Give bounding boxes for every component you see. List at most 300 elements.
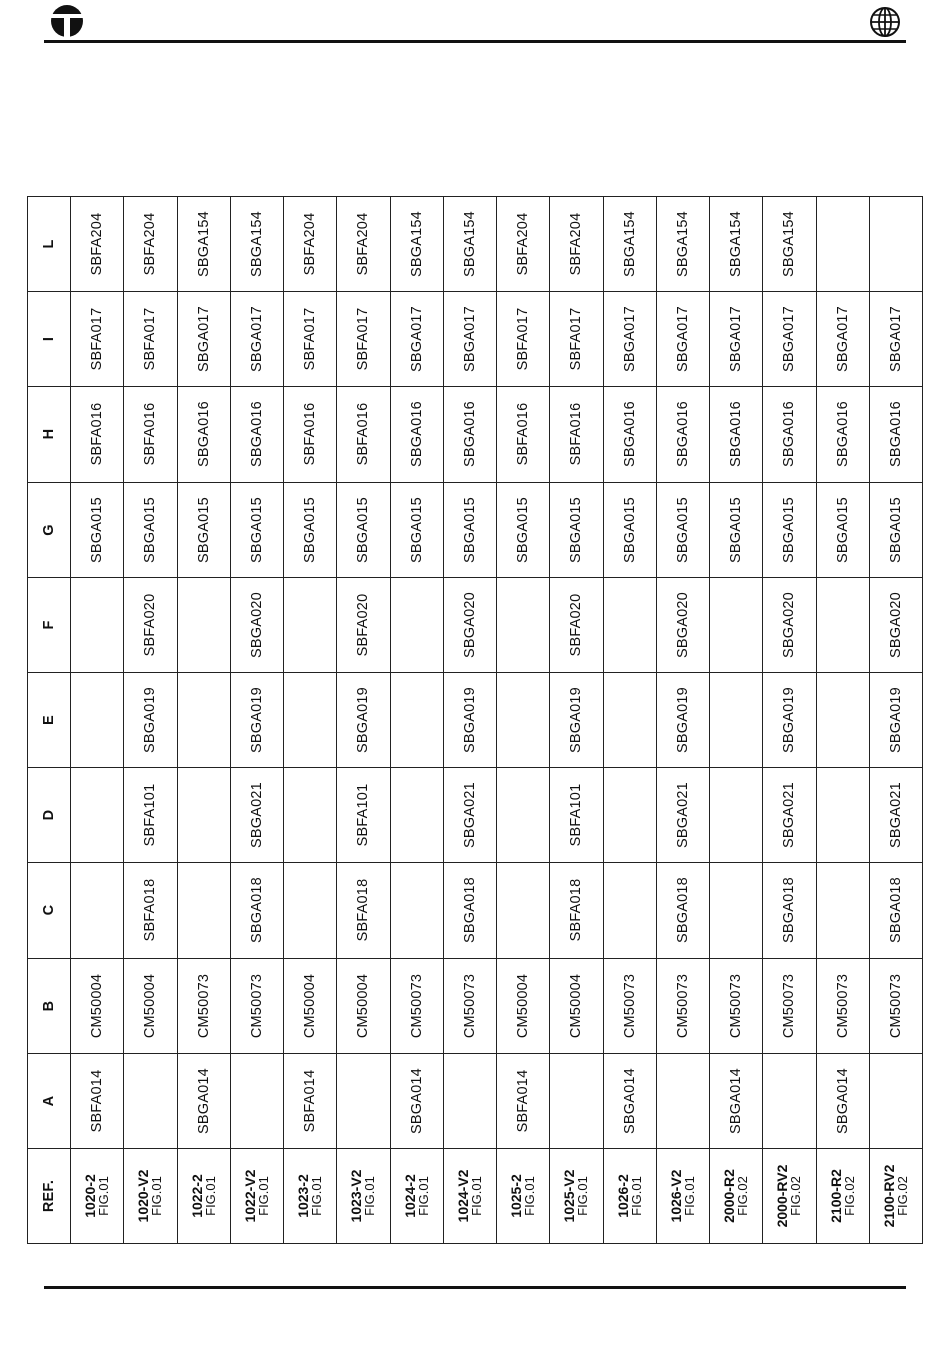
ref-figure: FIG.01 [202,1176,218,1216]
part-code-cell [177,482,230,577]
part-code: SBGA015 [248,496,265,563]
part-code-cell [443,577,496,672]
part-code: SBGA015 [142,496,159,563]
part-code-cell [763,197,816,292]
part-code-cell [656,577,709,672]
part-code: SBGA014 [195,1067,212,1134]
part-code: CM50073 [674,973,691,1038]
part-code-cell [177,672,230,767]
ref-cell [230,1149,283,1244]
field-row-l [28,197,923,292]
part-code: SBGA016 [728,401,745,468]
part-code-cell [390,863,443,958]
part-code: SBGA020 [674,591,691,658]
ref-label [403,1174,431,1218]
part-code-cell [230,577,283,672]
ref-cell [550,1149,603,1244]
ref-label [456,1170,484,1223]
part-code-cell [869,1053,922,1148]
part-code-cell [656,672,709,767]
field-row-f [28,577,923,672]
part-code-cell [816,863,869,958]
part-code-cell [603,577,656,672]
part-code: SBGA018 [781,877,798,944]
ref-label [669,1170,697,1223]
part-code: SBGA019 [887,687,904,753]
ref-cell [71,1149,124,1244]
ref-cell [710,1149,763,1244]
part-code-cell [177,577,230,672]
part-code-cell [710,768,763,863]
footer-rule [44,1286,906,1289]
part-code: SBGA020 [781,591,798,658]
part-code-cell [816,1053,869,1148]
column-header-label: I [41,337,57,342]
part-code-cell [763,1053,816,1148]
part-code-cell [550,482,603,577]
part-code-cell [710,387,763,482]
part-code: CM50073 [408,973,425,1038]
column-header-label: G [41,523,57,536]
part-code: CM50004 [89,973,106,1038]
part-code: SBGA016 [248,401,265,468]
part-code-cell [284,1053,337,1148]
part-code: SBGA014 [834,1067,851,1134]
part-code-cell [497,1053,550,1148]
part-code-cell [869,958,922,1053]
part-code-cell [603,387,656,482]
part-code: SBGA014 [408,1067,425,1134]
ref-code: 1024-2 [401,1174,418,1218]
ref-figure: FIG.01 [362,1176,378,1216]
part-code: SBFA020 [355,593,372,657]
ref-cell [177,1149,230,1244]
part-code: SBGA014 [621,1067,638,1134]
part-code-cell [230,863,283,958]
part-code: SBGA018 [674,877,691,944]
part-code: SBGA016 [781,401,798,468]
ref-code: 2000-R2 [721,1169,738,1223]
part-code: SBGA015 [728,496,745,563]
part-code-cell [390,482,443,577]
part-code-cell [337,197,390,292]
ref-cell [124,1149,177,1244]
ref-cell [763,1149,816,1244]
ref-cell [816,1149,869,1244]
part-code-cell [497,292,550,387]
part-code-cell [337,1053,390,1148]
field-row-g [28,482,923,577]
part-code: SBGA017 [834,306,851,373]
part-code: SBGA017 [248,306,265,373]
field-row-e [28,672,923,767]
column-header [28,1053,71,1148]
part-code: SBFA016 [515,403,532,466]
part-code: SBGA016 [408,401,425,468]
part-code-cell [71,577,124,672]
part-code-cell [816,768,869,863]
part-code: SBFA017 [515,307,532,371]
part-code-cell [603,197,656,292]
part-code-cell [124,482,177,577]
part-code: SBFA204 [355,212,372,276]
part-code: SBFA018 [142,879,159,942]
part-code: CM50004 [142,973,159,1038]
part-code-cell [177,197,230,292]
part-code: SBGA019 [781,687,798,753]
ref-figure: FIG.02 [788,1176,804,1216]
part-code: SBGA015 [195,496,212,563]
ref-label [296,1174,324,1218]
part-code-cell [710,197,763,292]
ref-code: 2000-RV2 [774,1164,791,1228]
part-code: SBGA017 [674,306,691,373]
part-code: SBFA204 [89,212,106,276]
part-code-cell [390,768,443,863]
part-code: SBFA018 [568,879,585,942]
part-code-cell [763,387,816,482]
column-header-label: B [41,1000,57,1011]
part-code-cell [230,292,283,387]
column-header [28,387,71,482]
ref-cell [497,1149,550,1244]
part-code-cell [816,958,869,1053]
part-code-cell [816,292,869,387]
ref-code: 2100-RV2 [880,1164,897,1228]
part-code-cell [71,672,124,767]
part-code: CM50073 [834,973,851,1038]
part-code-cell [656,1053,709,1148]
part-code: SBFA014 [302,1069,319,1133]
part-code-cell [230,1053,283,1148]
part-code: SBFA017 [89,307,106,371]
part-code: SBFA101 [355,783,372,847]
part-code: SBGA015 [834,496,851,563]
field-row-i [28,292,923,387]
part-code-cell [124,768,177,863]
column-header-label: D [41,809,57,821]
part-code-cell [337,863,390,958]
ref-code: 1020-V2 [135,1169,152,1223]
ref-code: 1025-V2 [561,1169,578,1223]
column-header [28,482,71,577]
ref-figure: FIG.01 [468,1176,484,1216]
part-code: SBGA015 [515,496,532,563]
part-code-cell [550,197,603,292]
part-code-cell [177,387,230,482]
part-code: SBGA015 [781,496,798,563]
ref-figure: FIG.01 [149,1176,165,1216]
ref-figure: FIG.02 [735,1176,751,1216]
part-code-cell [71,1053,124,1148]
part-code-cell [497,482,550,577]
part-code: SBFA017 [355,307,372,371]
part-code: SBGA017 [728,306,745,373]
brand-logo-icon [49,4,85,38]
part-code-cell [443,863,496,958]
column-header [28,197,71,292]
header-rule [44,40,906,43]
column-header-label: A [41,1095,57,1107]
part-code-cell [497,768,550,863]
part-code: CM50073 [195,973,212,1038]
ref-cell [869,1149,922,1244]
part-code: SBGA019 [355,687,372,753]
part-code-cell [550,958,603,1053]
ref-label [136,1170,164,1223]
column-header [28,863,71,958]
globe-icon [868,5,902,39]
part-code-cell [763,768,816,863]
part-code: SBGA021 [781,782,798,849]
part-code: SBGA015 [621,496,638,563]
part-code-cell [337,387,390,482]
part-code-cell [71,387,124,482]
ref-cell [443,1149,496,1244]
ref-label [882,1165,910,1228]
column-header-label: H [41,429,57,440]
part-code-cell [656,197,709,292]
ref-figure: FIG.01 [681,1176,697,1216]
part-code: SBGA015 [355,496,372,563]
part-code: SBFA016 [89,403,106,466]
part-code: SBGA021 [887,782,904,849]
part-code-cell [390,672,443,767]
part-code: SBFA017 [302,307,319,371]
ref-code: 2100-R2 [827,1169,844,1223]
part-code-cell [71,863,124,958]
part-code-cell [603,672,656,767]
part-code-cell [656,958,709,1053]
part-code: SBFA016 [302,403,319,466]
part-code-cell [337,482,390,577]
part-code: SBGA018 [887,877,904,944]
part-code: CM50073 [781,973,798,1038]
ref-cell [603,1149,656,1244]
part-code: SBGA019 [674,687,691,753]
ref-label [829,1169,857,1223]
part-code-cell [177,863,230,958]
part-code-cell [763,672,816,767]
part-code-cell [497,197,550,292]
part-code-cell [656,387,709,482]
ref-label [190,1174,218,1218]
part-code: SBGA017 [887,306,904,373]
part-code-cell [230,958,283,1053]
part-code-cell [497,672,550,767]
part-code-cell [763,863,816,958]
column-header-label: REF. [41,1179,57,1213]
column-header [28,768,71,863]
part-code-cell [816,577,869,672]
ref-cell [390,1149,443,1244]
part-code-cell [124,387,177,482]
part-code: SBGA017 [195,306,212,373]
ref-figure: FIG.01 [628,1176,644,1216]
part-code-cell [497,958,550,1053]
column-header [28,1149,71,1244]
part-code: SBGA015 [89,496,106,563]
part-code: SBGA154 [674,211,691,278]
part-code-cell [284,197,337,292]
part-code: SBGA016 [621,401,638,468]
part-code-cell [603,1053,656,1148]
ref-code: 1022-V2 [241,1169,258,1223]
part-code: SBGA016 [195,401,212,468]
part-code: SBGA015 [887,496,904,563]
part-code-cell [550,1053,603,1148]
ref-code: 1023-2 [295,1174,312,1218]
column-header [28,292,71,387]
part-code-cell [763,482,816,577]
part-code: SBGA015 [302,496,319,563]
ref-code: 1025-2 [508,1174,525,1218]
part-code-cell [177,768,230,863]
part-code: SBGA020 [887,591,904,658]
part-code-cell [603,768,656,863]
part-code-cell [603,482,656,577]
part-code: SBGA019 [248,687,265,753]
part-code: SBFA016 [568,403,585,466]
part-code-cell [230,672,283,767]
part-code: SBGA154 [781,211,798,278]
part-code-cell [550,387,603,482]
part-code-cell [337,672,390,767]
part-code: SBFA204 [302,212,319,276]
part-code-cell [869,768,922,863]
part-code-cell [230,197,283,292]
part-code: SBGA019 [461,687,478,753]
part-code-cell [869,482,922,577]
ref-label [616,1174,644,1218]
ref-label [243,1170,271,1223]
part-code-cell [656,292,709,387]
part-code: CM50073 [728,973,745,1038]
part-code-cell [710,1053,763,1148]
part-code: SBGA154 [621,211,638,278]
part-code-cell [550,292,603,387]
part-code-cell [710,863,763,958]
column-header-label: F [41,620,57,630]
part-code: SBGA016 [674,401,691,468]
ref-cell [284,1149,337,1244]
part-code: SBFA020 [568,593,585,657]
part-code-cell [710,672,763,767]
part-code-cell [816,672,869,767]
part-code-cell [443,482,496,577]
part-code: SBFA014 [89,1069,106,1133]
part-code: SBGA021 [248,782,265,849]
part-code: SBGA019 [568,687,585,753]
ref-figure: FIG.01 [309,1176,325,1216]
part-code: SBFA020 [142,593,159,657]
ref-code: 1026-2 [614,1174,631,1218]
ref-code: 1024-V2 [454,1169,471,1223]
part-code: SBGA154 [195,211,212,278]
part-code-cell [284,768,337,863]
part-code-cell [390,387,443,482]
part-code-cell [71,768,124,863]
part-code-cell [869,863,922,958]
part-code: SBGA154 [461,211,478,278]
part-code-cell [763,577,816,672]
column-header-label: E [41,715,57,725]
part-code-cell [763,958,816,1053]
ref-label [722,1169,750,1223]
part-code: SBFA017 [142,307,159,371]
part-code: SBFA018 [355,879,372,942]
part-code-cell [656,863,709,958]
part-code-cell [124,672,177,767]
column-header-label: L [41,239,57,249]
ref-figure: FIG.01 [575,1176,591,1216]
part-code-cell [656,482,709,577]
part-code-cell [710,292,763,387]
part-code-cell [124,958,177,1053]
part-code-cell [124,197,177,292]
part-code: SBFA016 [355,403,372,466]
ref-row [28,1149,923,1244]
part-code-cell [497,387,550,482]
part-code-cell [550,577,603,672]
part-code-cell [71,197,124,292]
part-code-cell [869,577,922,672]
part-code-cell [816,482,869,577]
ref-figure: FIG.02 [894,1176,910,1216]
part-code-cell [710,958,763,1053]
ref-figure: FIG.02 [841,1176,857,1216]
part-code-cell [284,292,337,387]
part-code-cell [124,577,177,672]
part-code: CM50073 [461,973,478,1038]
part-code-cell [710,577,763,672]
part-code-cell [337,958,390,1053]
part-code-cell [284,577,337,672]
ref-code: 1026-V2 [667,1169,684,1223]
part-code: CM50073 [887,973,904,1038]
part-code-cell [390,577,443,672]
part-code-cell [603,292,656,387]
ref-code: 1022-2 [188,1174,205,1218]
part-code-cell [710,482,763,577]
ref-label [349,1170,377,1223]
part-code: CM50004 [355,973,372,1038]
part-code: SBGA015 [674,496,691,563]
part-code-cell [390,292,443,387]
part-code-cell [230,768,283,863]
part-code: SBGA016 [461,401,478,468]
part-code: SBGA015 [568,496,585,563]
part-code-cell [230,387,283,482]
part-code-cell [177,958,230,1053]
ref-figure: FIG.01 [96,1176,112,1216]
part-code: SBGA021 [461,782,478,849]
part-code-cell [869,292,922,387]
part-code: SBGA020 [248,591,265,658]
part-code-cell [337,577,390,672]
part-code-cell [443,958,496,1053]
ref-label [775,1165,803,1228]
part-code-cell [337,292,390,387]
part-code-cell [550,672,603,767]
part-code-cell [284,482,337,577]
part-code-cell [443,387,496,482]
part-code-cell [390,197,443,292]
part-code: SBFA017 [568,307,585,371]
part-code-cell [497,577,550,672]
part-code-cell [816,197,869,292]
ref-label [83,1174,111,1218]
